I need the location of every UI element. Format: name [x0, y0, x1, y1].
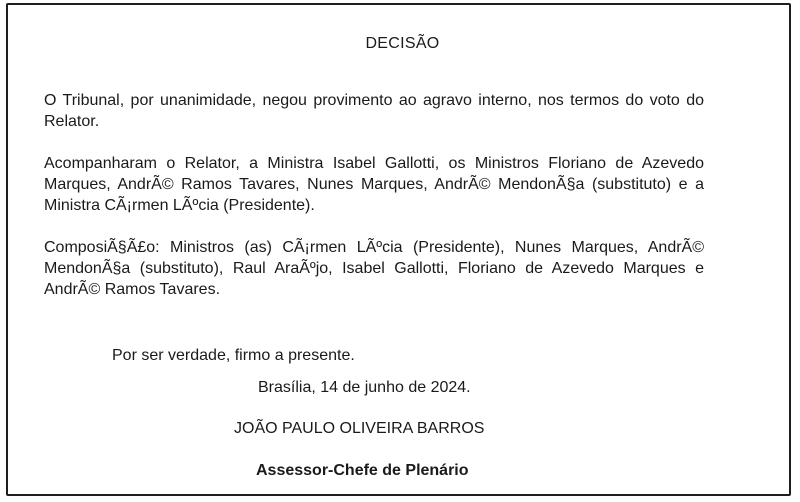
signer-name: JOÃO PAULO OLIVEIRA BARROS: [234, 420, 485, 437]
signer-role: Assessor-Chefe de Plenário: [256, 462, 469, 479]
heading-text: DECISÃO: [365, 35, 440, 52]
decision-paragraph: O Tribunal, por unanimidade, negou provimento ao agravo interno, nos termos do voto do Relator.: [44, 92, 704, 130]
place-and-date: Brasília, 14 de junho de 2024.: [258, 379, 471, 396]
document-heading: [8, 35, 789, 53]
accompaniment-paragraph: Acompanharam o Relator, a Ministra Isabel Gallotti, os Ministros Floriano de Azevedo Marques, AndrÃ© Ramos Tavares, Nunes Marques, AndrÃ© MendonÃ§a (substituto) e a Ministra CÃ¡rmen LÃºcia (Presidente).: [44, 155, 704, 214]
document-frame: [6, 3, 791, 496]
composition-paragraph: ComposiÃ§Ã£o: Ministros (as) CÃ¡rmen LÃºcia (Presidente), Nunes Marques, AndrÃ© MendonÃ§a (substituto), Raul AraÃºjo, Isabel Gallotti, Floriano de Azevedo Marques e AndrÃ© Ramos Tavares.: [44, 239, 704, 298]
closing-statement: Por ser verdade, firmo a presente.: [112, 347, 355, 364]
